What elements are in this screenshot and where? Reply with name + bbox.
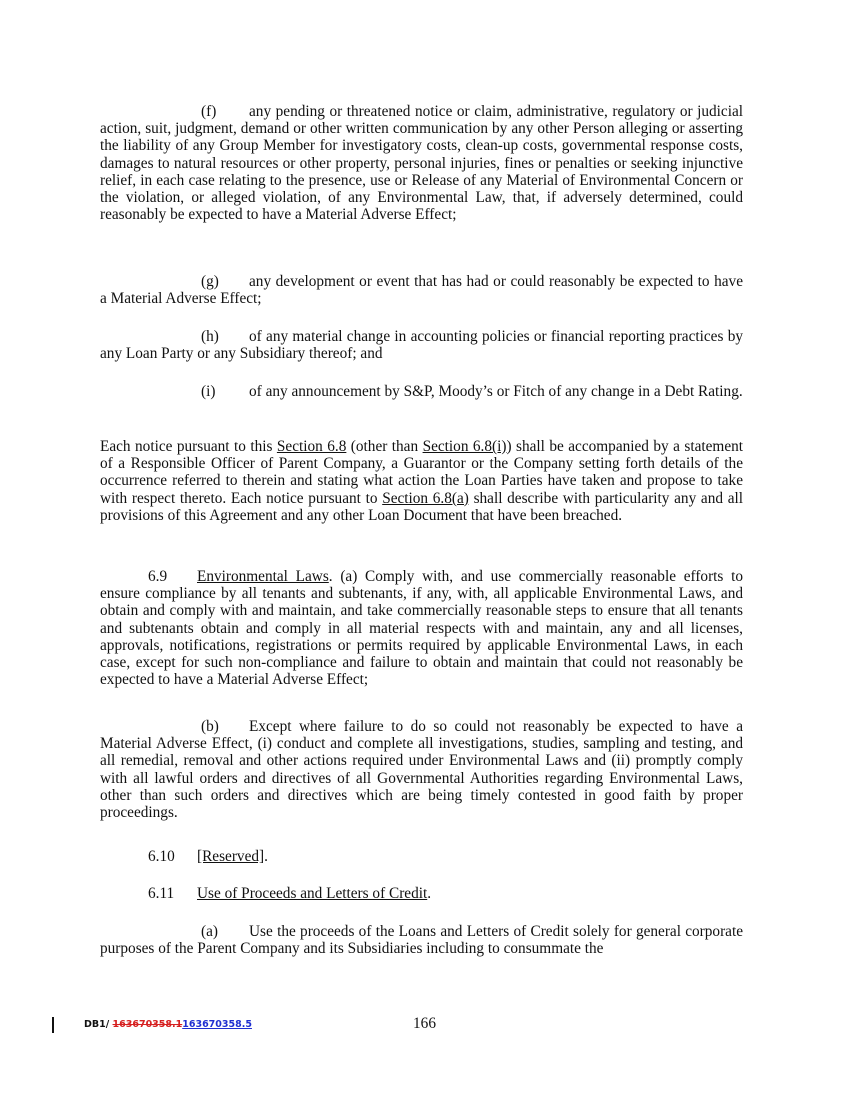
paragraph-g-label: (g) xyxy=(201,273,219,290)
section-6-11-suffix: . xyxy=(427,885,432,902)
section-6-11-a-text: Use the proceeds of the Loans and Letters of Credit solely for general corporate purposes of the Parent Company and its Subsidiaries including to consummate the xyxy=(100,923,743,958)
paragraph-i xyxy=(100,383,743,400)
section-6-9-title: Environmental Laws xyxy=(197,568,329,585)
section-6-10 xyxy=(100,848,743,865)
section-6-11-a xyxy=(100,923,743,957)
section-6-11-title: Use of Proceeds and Letters of Credit xyxy=(197,885,428,902)
paragraph-h xyxy=(100,328,743,362)
paragraph-i-label: (i) xyxy=(201,383,216,400)
footer-inserted-doc-id: 163670358.5 xyxy=(182,1019,252,1030)
page-number: 166 xyxy=(413,1015,436,1032)
paragraph-h-label: (h) xyxy=(201,328,219,345)
document-footer xyxy=(52,1016,252,1033)
section-ref-6-8[interactable]: Section 6.8 xyxy=(276,438,347,455)
section-6-11 xyxy=(100,885,743,902)
section-6-9-b xyxy=(100,718,743,821)
paragraph-h-text: of any material change in accounting policies or financial reporting practices by any Loan Party or any Subsidiary thereof; and xyxy=(100,328,743,363)
each-notice-text-2: (other than xyxy=(346,438,423,455)
each-notice-text-4: shall describe with particularity any and all provisions of this Agreement and any other Loan Document that have been breached. xyxy=(100,489,743,524)
paragraph-f-label: (f) xyxy=(201,103,217,120)
section-6-9-number: 6.9 xyxy=(148,568,168,585)
footer-deleted-doc-id: 163670358.1 xyxy=(112,1019,183,1030)
each-notice-text-3: ) shall be accompanied by a statement of a Responsible Officer of Parent Company, a Guarantor or the Company setting forth details of the occurrence referred to therein and stating what action the Loan Parties have taken and propose to take with respect thereto. Each notice pursuant to xyxy=(100,438,744,507)
section-ref-6-8-i[interactable]: Section 6.8(i) xyxy=(422,438,507,455)
section-ref-6-8-a[interactable]: Section 6.8(a) xyxy=(382,489,469,507)
section-6-10-number: 6.10 xyxy=(148,848,175,865)
each-notice-text-1: Each notice pursuant to this xyxy=(100,438,277,455)
section-6-9-b-label: (b) xyxy=(201,718,219,735)
change-bar xyxy=(52,1017,54,1033)
paragraph-g xyxy=(100,273,743,307)
section-6-9-b-text: Except where failure to do so could not reasonably be expected to have a Material Adverse Effect, (i) conduct and complete all investigations, studies, sampling and testing, and all remedial, removal and other actions required under Environmental Laws and (ii) promptly comply with all lawful orders and directives of all Governmental Authorities regarding Environmental Laws, other than such orders and directives which are being timely contested in good faith by proper proceedings. xyxy=(100,718,743,822)
paragraph-f xyxy=(100,103,743,223)
section-6-10-suffix: . xyxy=(264,848,268,865)
paragraph-g-text: any development or event that has had or could reasonably be expected to have a Material Adverse Effect; xyxy=(100,273,743,308)
footer-doc-prefix: DB1/ xyxy=(84,1019,113,1030)
section-6-10-title: [Reserved] xyxy=(197,848,265,865)
section-6-11-a-label: (a) xyxy=(201,923,218,940)
paragraph-i-text: of any announcement by S&P, Moody’s or Fitch of any change in a Debt Rating. xyxy=(249,383,743,400)
paragraph-each-notice xyxy=(100,438,743,524)
section-6-11-number: 6.11 xyxy=(148,885,175,902)
paragraph-f-text: any pending or threatened notice or claim, administrative, regulatory or judicial action, suit, judgment, demand or other written communication by any other Person alleging or asserting the liability of any Group Member for investigatory costs, clean-up costs, governmental response costs, damages to natural resources or other property, personal injuries, fines or penalties or seeking injunctive relief, in each case relating to the presence, use or Release of any Material of Environmental Concern or the violation, or alleged violation, of any Environmental Law, that, if adversely determined, could reasonably be expected to have a Material Adverse Effect; xyxy=(100,103,743,224)
section-6-9 xyxy=(100,568,743,688)
section-6-9-text: . (a) Comply with, and use commercially reasonable efforts to ensure compliance by all tenants and subtenants, if any, with, all applicable Environmental Laws, and obtain and comply with and maintain, and take commercially reasonable steps to ensure that all tenants and subtenants obtain and comply in all material respects with and maintain, any and all licenses, approvals, notifications, registrations or permits required by applicable Environmental Laws, in each case, except for such non-compliance and failure to obtain and maintain that could not reasonably be expected to have a Material Adverse Effect; xyxy=(100,568,743,689)
